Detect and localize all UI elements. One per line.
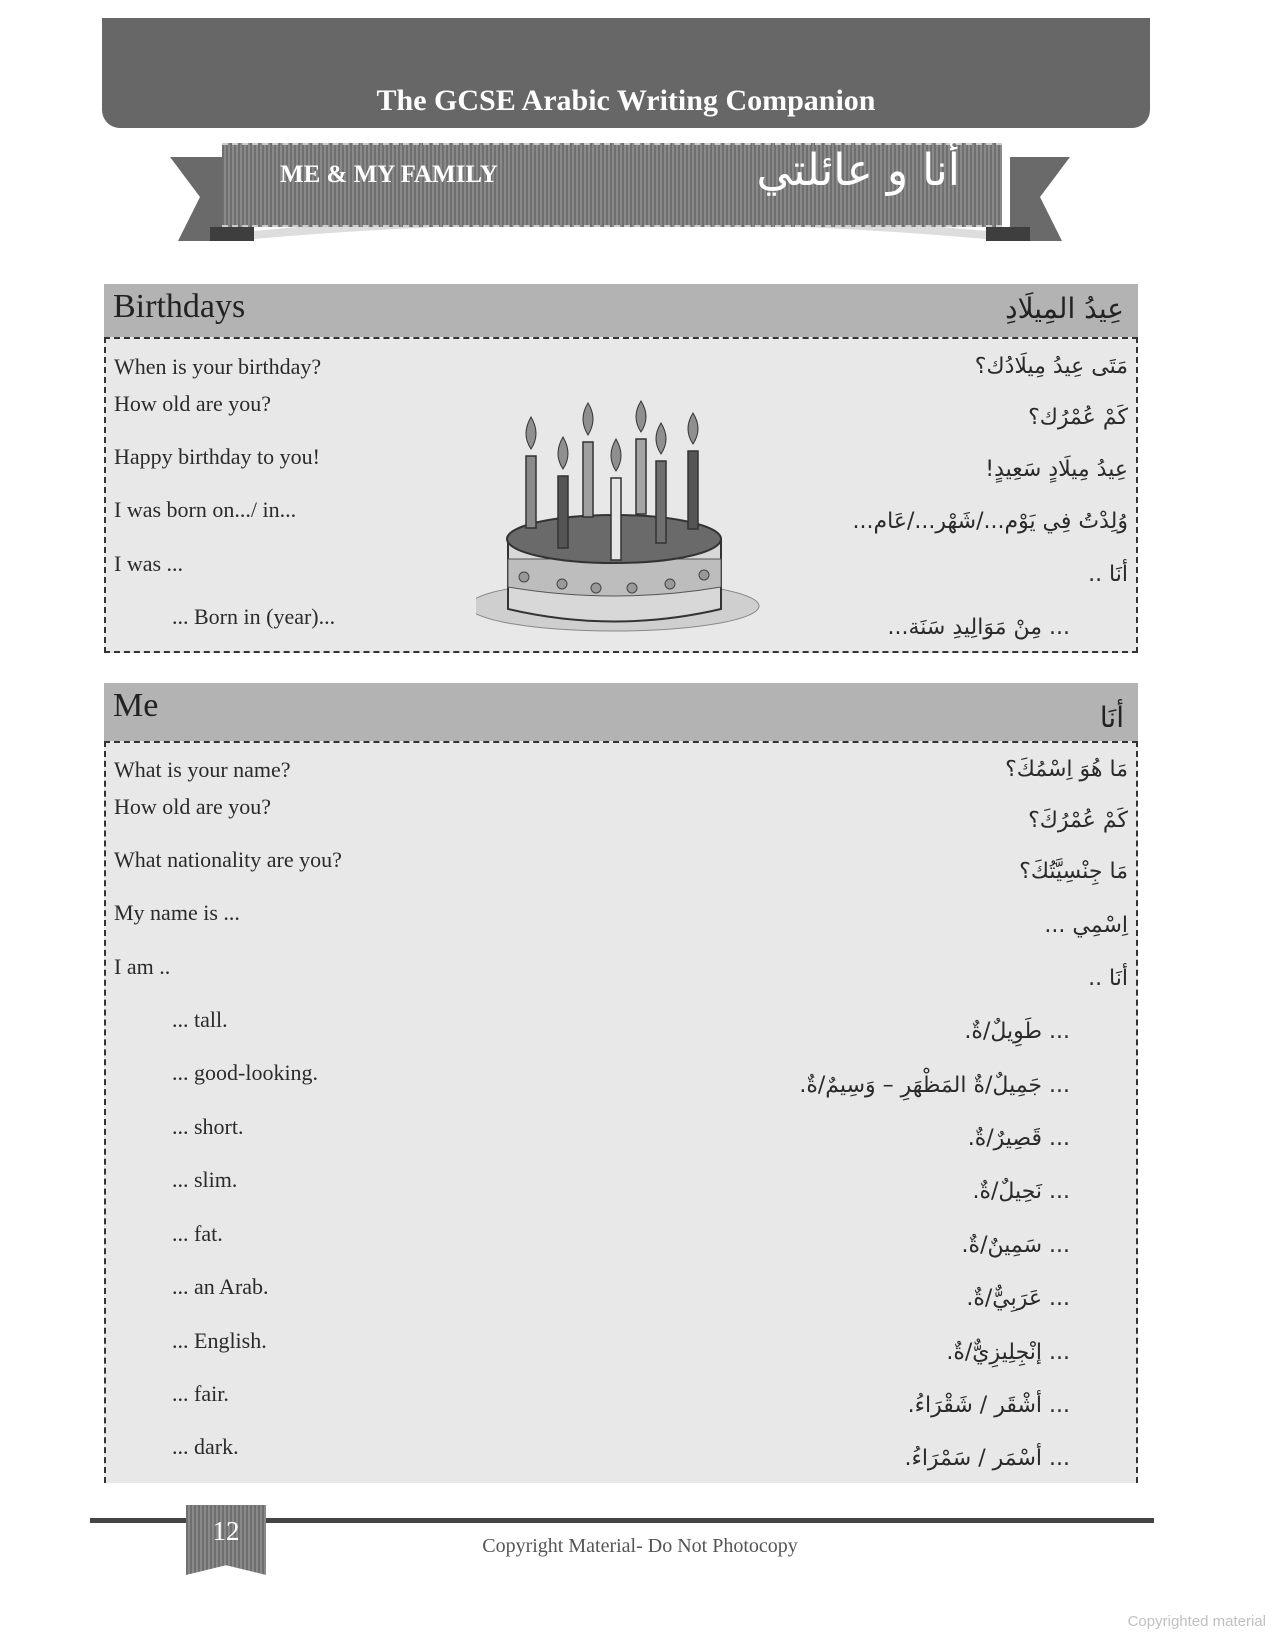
phrase-english: ... good-looking. — [172, 1060, 319, 1085]
phrase-arabic: مَا جِنْسِيَّتُكَ؟ — [1019, 859, 1128, 884]
phrase-arabic: ... إنْجِلِيزِيٌّ/ةٌ. — [946, 1340, 1070, 1365]
phrase-english: ... fair. — [172, 1381, 229, 1406]
phrase-english: I was born on.../ in... — [114, 497, 297, 522]
phrase-english: ... dark. — [172, 1434, 239, 1459]
me-header — [104, 683, 1138, 741]
me-title-english: Me — [113, 687, 159, 724]
copyright-watermark: Copyrighted material — [1127, 1613, 1266, 1630]
phrase-arabic: ... مِنْ مَوَالِيدِ سَنَة... — [887, 615, 1070, 640]
birthdays-phrase-box — [104, 337, 1138, 653]
phrase-english: How old are you? — [114, 391, 272, 416]
phrase-english: ... tall. — [172, 1007, 228, 1032]
phrase-arabic: أنَا .. — [1088, 562, 1128, 587]
phrase-arabic: ... قَصِيرٌ/ةٌ. — [967, 1126, 1070, 1151]
phrase-english: When is your birthday? — [114, 354, 322, 379]
phrase-english: My name is ... — [114, 900, 240, 925]
phrase-english: ... short. — [172, 1114, 244, 1139]
phrase-arabic: ... أشْقَر / شَقْرَاءُ. — [907, 1393, 1070, 1418]
me-title-arabic: أنَا — [1099, 701, 1124, 734]
phrase-english: ... English. — [172, 1328, 267, 1353]
phrase-arabic: ... نَحِيلٌ/ةٌ. — [972, 1179, 1070, 1204]
phrase-arabic: وُلِدْتُ فِي يَوْم.../شَهْر.../عَام... — [852, 509, 1128, 534]
phrase-arabic: كَمْ عُمْرُك؟ — [1028, 405, 1128, 430]
birthdays-title-arabic: عِيدُ المِيلَادِ — [1005, 292, 1124, 325]
phrase-english: What is your name? — [114, 757, 291, 782]
birthday-cake-illustration — [476, 399, 776, 639]
phrase-english: What nationality are you? — [114, 847, 342, 872]
phrase-arabic: مَا هُوَ اِسْمُكَ؟ — [1005, 757, 1128, 782]
me-phrase-box — [104, 741, 1138, 1483]
phrase-arabic: ... عَرَبِيٌّ/ةٌ. — [966, 1286, 1070, 1311]
copyright-notice: Copyright Material- Do Not Photocopy — [482, 1535, 798, 1557]
page-number: 12 — [212, 1516, 240, 1546]
chapter-title-english: ME & MY FAMILY — [280, 161, 498, 188]
phrase-english: How old are you? — [114, 794, 272, 819]
birthdays-header — [104, 284, 1138, 337]
phrase-english: ... Born in (year)... — [172, 604, 336, 629]
phrase-arabic: كَمْ عُمْرُكَ؟ — [1028, 808, 1128, 833]
phrase-english: I am .. — [114, 954, 171, 979]
phrase-arabic: مَتَى عِيدُ مِيلَادُك؟ — [974, 354, 1128, 379]
phrase-arabic: ... سَمِينٌ/ةٌ. — [961, 1233, 1070, 1258]
phrase-arabic: أنَا .. — [1088, 966, 1128, 991]
phrase-arabic: ... طَوِيلٌ/ةٌ. — [964, 1019, 1070, 1044]
phrase-arabic: ... أسْمَر / سَمْرَاءُ. — [904, 1446, 1070, 1471]
phrase-arabic: ... جَمِيلٌ/ةٌ المَظْهَرِ – وَسِيمٌ/ةٌ. — [799, 1073, 1070, 1098]
phrase-english: I was ... — [114, 551, 184, 576]
phrase-english: ... slim. — [172, 1167, 238, 1192]
book-title: The GCSE Arabic Writing Companion — [376, 84, 876, 117]
chapter-title-arabic: أنا و عائلتي — [756, 145, 960, 196]
phrase-arabic: اِسْمِي ... — [1044, 913, 1128, 938]
phrase-english: ... an Arab. — [172, 1274, 269, 1299]
book-header — [102, 18, 1150, 128]
phrase-arabic: عِيدُ مِيلَادٍ سَعِيدٍ! — [985, 457, 1128, 482]
phrase-english: Happy birthday to you! — [114, 444, 320, 469]
chapter-ribbon — [170, 135, 1070, 260]
phrase-english: ... fat. — [172, 1221, 223, 1246]
birthdays-title-english: Birthdays — [113, 288, 246, 325]
